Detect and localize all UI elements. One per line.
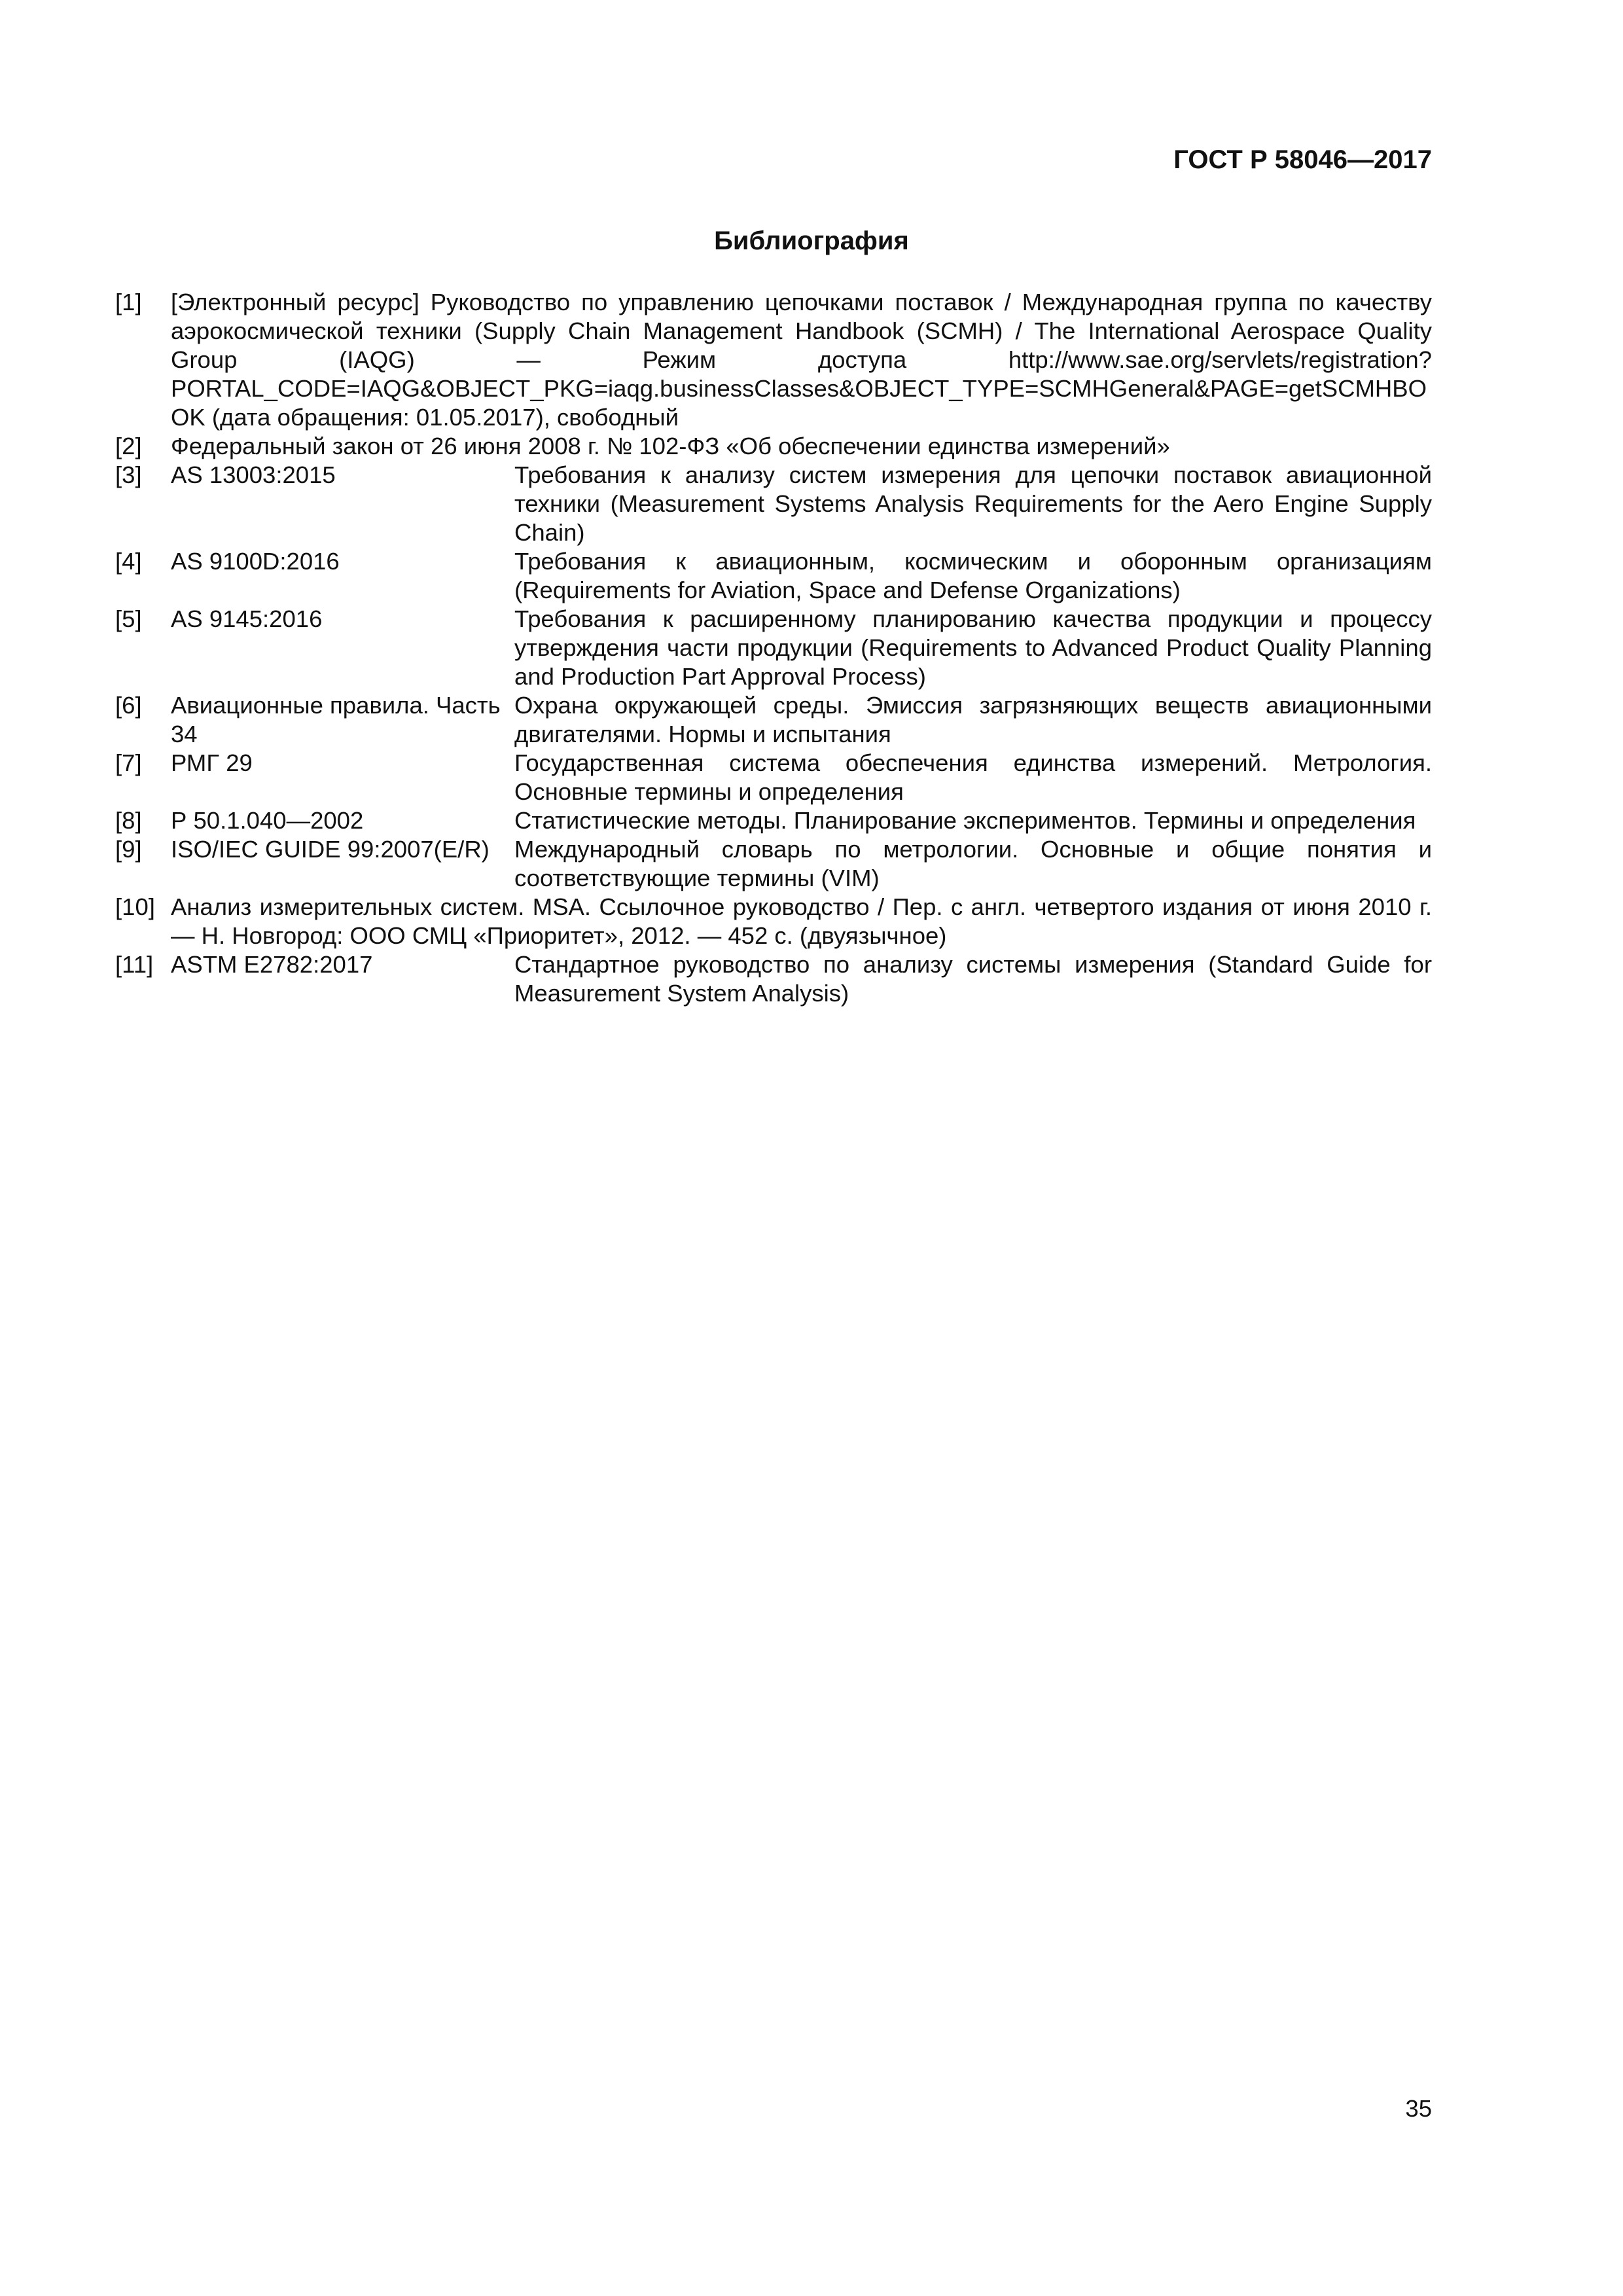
entry-designation: РМГ 29 [171, 749, 253, 776]
entry-number: [6] [115, 692, 142, 719]
page-number: 35 [1405, 2095, 1432, 2122]
entry-number: [3] [115, 461, 142, 488]
entry-number: [9] [115, 836, 142, 863]
document-code: ГОСТ Р 58046—2017 [1173, 145, 1432, 174]
entry-description: Охрана окружающей среды. Эмиссия загрязняющих веществ авиационными двигателями. Нормы и испытания [514, 692, 1432, 747]
entry-number: [7] [115, 749, 142, 776]
entry-description: Стандартное руководство по анализу системы измерения (Standard Guide for Measurement System Analysis) [514, 951, 1432, 1007]
entry-number: [11] [115, 951, 154, 978]
entry-designation: Р 50.1.040—2002 [171, 807, 364, 834]
bibliography-entry [115, 288, 1432, 432]
entry-designation: AS 9100D:2016 [171, 548, 340, 575]
entry-number: [4] [115, 548, 142, 575]
entry-number: [2] [115, 433, 142, 459]
bibliography-entry [115, 432, 1432, 461]
entry-description: Требования к расширенному планированию качества продукции и процессу утверждения части продукции (Requirements to Advanced Product Quality Planning and Production Part Approval Process) [514, 605, 1432, 690]
bibliography-entry [115, 547, 1432, 605]
entry-text: Федеральный закон от 26 июня 2008 г. № 102-ФЗ «Об обеспечении единства измерений» [171, 433, 1170, 459]
entry-designation: Авиационные правила. Часть 34 [171, 692, 501, 747]
entry-number: [5] [115, 605, 142, 632]
entry-description: Требования к анализу систем измерения для цепочки поставок авиационной техники (Measurement Systems Analysis Requirements for the Aero Engine Supply Chain) [514, 461, 1432, 546]
entry-description: Международный словарь по метрологии. Основные и общие понятия и соответствующие термины (VIM) [514, 836, 1432, 891]
bibliography-entry [115, 893, 1432, 950]
bibliography-entry [115, 461, 1432, 547]
entry-number: [1] [115, 289, 142, 315]
bibliography-entry [115, 605, 1432, 691]
bibliography-entry [115, 835, 1432, 893]
entry-designation: ASTM E2782:2017 [171, 951, 373, 978]
entry-description: Государственная система обеспечения единства измерений. Метрология. Основные термины и определения [514, 749, 1432, 805]
entry-text: Анализ измерительных систем. MSA. Ссылочное руководство / Пер. с англ. четвертого издания от июня 2010 г. — Н. Новгород: ООО СМЦ «Приоритет», 2012. — 452 с. (двуязычное) [171, 893, 1432, 949]
entry-text: [Электронный ресурс] Руководство по управлению цепочками поставок / Международная группа по качеству аэрокосмической техники (Supply Chain Management Handbook (SCMH) / The International Aerospace Quality Group (IAQG) — Режим доступа http://www.sae.org/servlets/registration?PORTAL_CODE=IAQG&OBJECT_PKG=iaqg.businessClasses&OBJECT_TYPE=SCMHGeneral&PAGE=getSCMHBOOK (дата обращения: 01.05.2017), свободный [171, 289, 1432, 431]
entry-designation: AS 13003:2015 [171, 461, 336, 488]
bibliography-entry [115, 950, 1432, 1008]
page-title: Библиография [714, 226, 909, 255]
entry-designation: AS 9145:2016 [171, 605, 323, 632]
bibliography-entry [115, 749, 1432, 806]
bibliography-entry [115, 806, 1432, 835]
entry-designation: ISO/IEC GUIDE 99:2007(E/R) [171, 836, 490, 863]
bibliography-entry [115, 691, 1432, 749]
entry-number: [8] [115, 807, 142, 834]
entry-number: [10] [115, 893, 155, 920]
entry-description: Требования к авиационным, космическим и оборонным организациям (Requirements for Aviation, Space and Defense Organizations) [514, 548, 1432, 603]
entry-description: Статистические методы. Планирование экспериментов. Термины и определения [514, 807, 1416, 834]
bibliography-list [115, 288, 1432, 1008]
